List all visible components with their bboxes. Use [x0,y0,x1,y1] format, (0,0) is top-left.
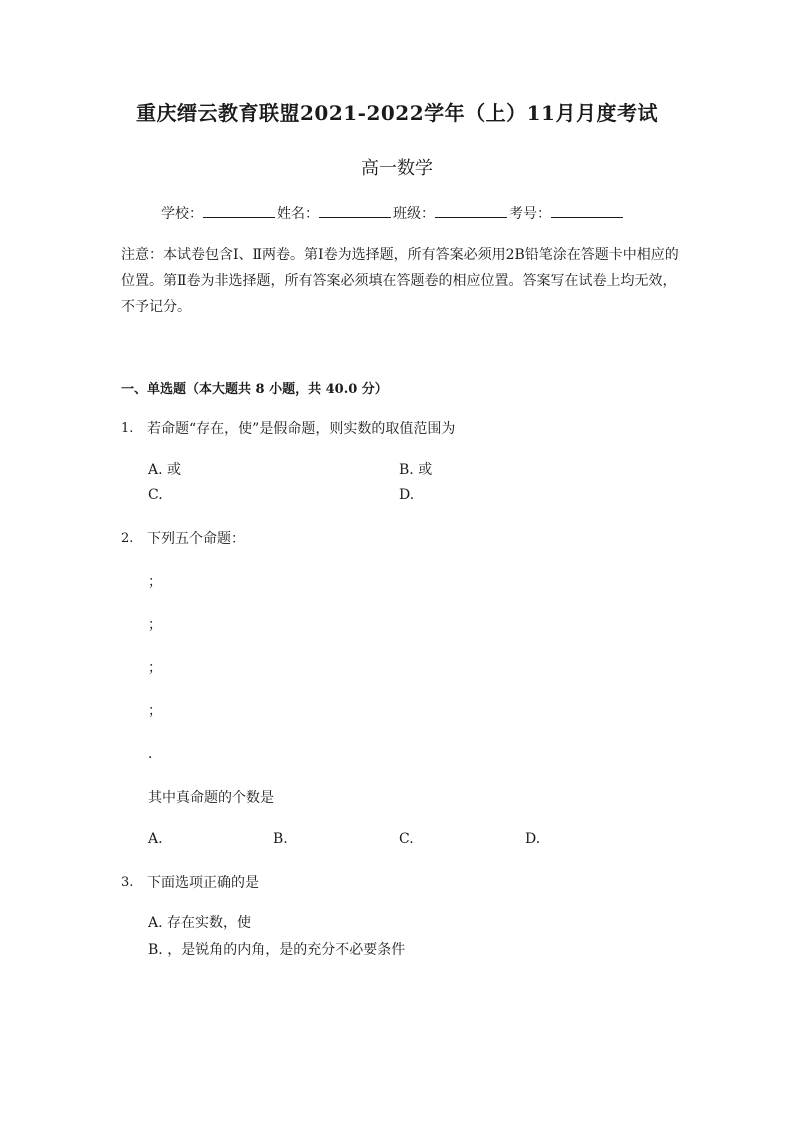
question-2-item: ； [148,574,162,590]
class-label: 班级： [393,206,435,222]
question-2-item: ； [148,703,162,719]
exam-notice: 注意：本试卷包含Ⅰ、Ⅱ两卷。第Ⅰ卷为选择题，所有答案必须用2B铅笔涂在答题卡中相应的位置。第Ⅱ卷为非选择题，所有答案必须填在答题卷的相应位置。答案写在试卷上均无效，不予记分。 [121,247,679,315]
student-info-line [161,203,625,223]
question-2-item: ； [148,660,162,676]
name-label: 姓名： [277,206,319,222]
exam-title: 重庆缙云教育联盟2021-2022学年（上）11月月度考试 [136,101,658,125]
exam-no-blank[interactable] [551,203,623,218]
school-label: 学校： [161,206,203,222]
class-blank[interactable] [435,203,507,218]
question-2-item: ； [148,617,162,633]
question-1-number: 1. [121,421,134,436]
question-2-item: ． [148,746,162,762]
section-heading: 一、单选题（本大题共 8 小题，共 40.0 分） [121,382,388,397]
question-2-stem: 下列五个命题： [147,531,245,547]
question-3-option-a: A. 存在实数，使 [148,915,252,931]
exam-no-label: 考号： [509,206,551,222]
question-2-number: 2. [121,531,134,546]
name-blank[interactable] [319,203,391,218]
question-3-option-b: B. ，是锐角的内角，是的充分不必要条件 [148,942,406,958]
question-2-follow: 其中真命题的个数是 [148,790,274,806]
question-1-option-a: A. 或 [148,462,182,478]
question-1-option-c: C. [148,487,163,503]
question-3-number: 3. [121,875,134,890]
question-2-option-b: B. [273,831,288,847]
question-1-option-d: D. [399,487,415,503]
question-2-option-d: D. [525,831,541,847]
question-3-stem: 下面选项正确的是 [147,875,259,891]
school-blank[interactable] [203,203,275,218]
exam-subtitle: 高一数学 [361,158,433,179]
question-1-option-b: B. 或 [399,462,433,478]
question-2-option-c: C. [399,831,414,847]
question-2-option-a: A. [148,831,163,847]
question-1-stem: 若命题“存在，使”是假命题，则实数的取值范围为 [147,421,456,437]
